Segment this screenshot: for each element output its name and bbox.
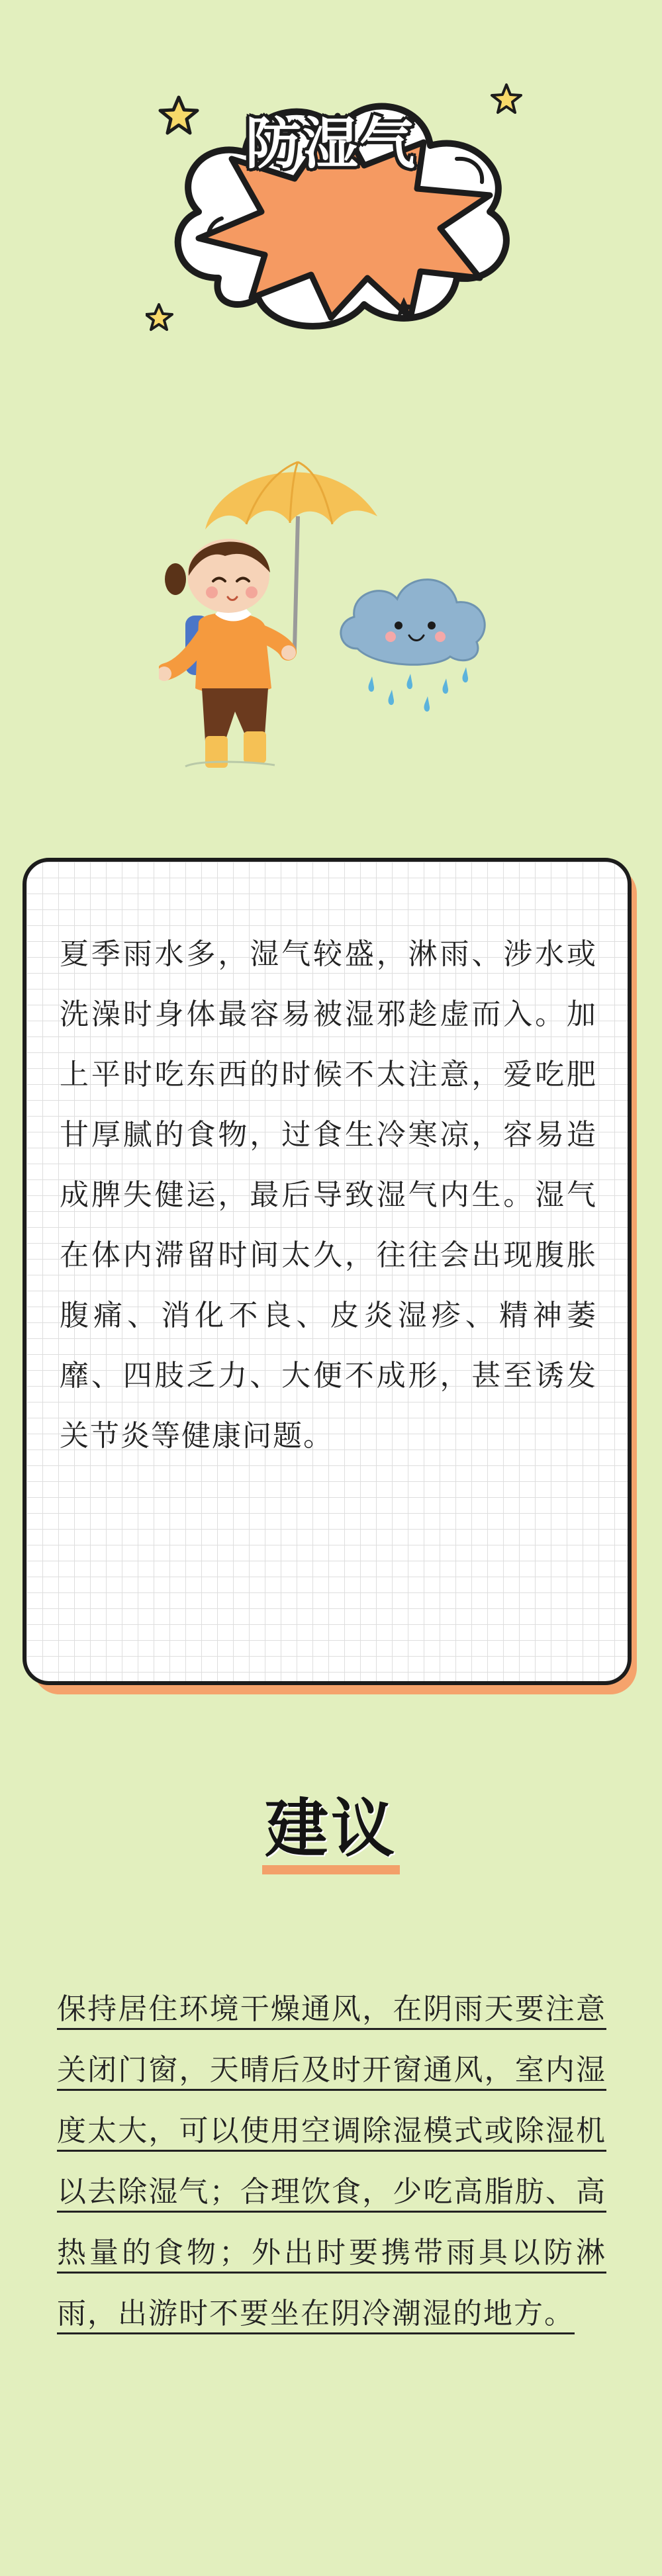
page-title: 防湿气	[245, 111, 416, 176]
advice-heading-text: 建议	[262, 1792, 400, 1874]
intro-card	[23, 858, 632, 1685]
advice-paragraph: 保持居住环境干燥通风，在阴雨天要注意关闭门窗，天晴后及时开窗通风，室内湿度太大，可以使用空调除湿模式或除湿机以去除湿气；合理饮食，少吃高脂肪、高热量的食物；外出时要携带雨具以防淋雨，出游时不要坐在阴冷潮湿的地方。	[57, 1992, 606, 2330]
rain-cloud-icon	[341, 580, 485, 712]
star-icon	[146, 304, 172, 330]
advice-heading	[0, 1792, 662, 1874]
intro-paragraph: 夏季雨水多，湿气较盛，淋雨、涉水或洗澡时身体最容易被湿邪趁虚而入。加上平时吃东西的时候不太注意，爱吃肥甘厚腻的食物，过食生冷寒凉，容易造成脾失健运，最后导致湿气内生。湿气在体内滞留时间太久，往往会出现腹胀腹痛、消化不良、皮炎湿疹、精神萎靡、四肢乏力、大便不成形，甚至诱发关节炎等健康问题。	[60, 937, 597, 1453]
puddle-shape	[185, 762, 275, 766]
girl-figure	[159, 539, 296, 768]
girl-umbrella-illustration	[159, 450, 543, 821]
